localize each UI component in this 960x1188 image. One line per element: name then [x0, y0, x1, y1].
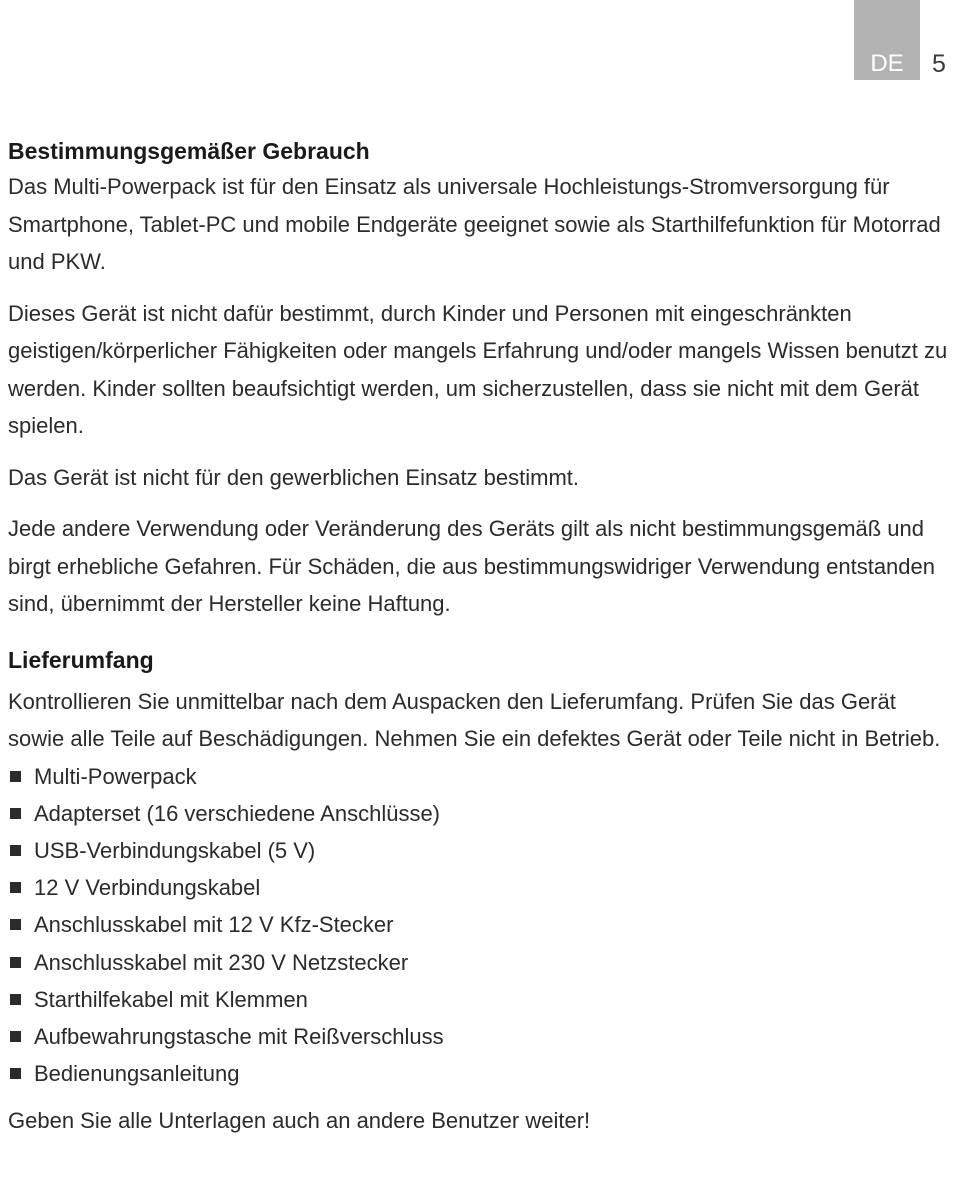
list-item — [8, 832, 956, 869]
square-bullet-icon — [10, 957, 21, 968]
paragraph-check-delivery: Kontrollieren Sie unmittelbar nach dem Auspacken den Lieferumfang. Prüfen Sie das Gerät sowie alle Teile auf Beschädigungen. Nehmen Sie ein defektes Gerät oder Teile nicht in Betrieb. — [8, 688, 941, 751]
list-item — [8, 795, 956, 832]
list-item-label: Anschlusskabel mit 12 V Kfz-Stecker — [34, 912, 394, 938]
page-content — [8, 134, 956, 1140]
list-item — [8, 869, 956, 906]
paragraph-commercial: Das Gerät ist nicht für den gewerblichen Einsatz bestimmt. — [8, 464, 580, 490]
list-item-label: Adapterset (16 verschiedene Anschlüsse) — [34, 800, 441, 826]
square-bullet-icon — [10, 845, 21, 856]
list-item — [8, 758, 956, 795]
list-item — [8, 1055, 956, 1092]
square-bullet-icon — [10, 919, 21, 930]
list-item — [8, 944, 956, 981]
list-item — [8, 981, 956, 1018]
list-item — [8, 906, 956, 943]
list-item-label: USB-Verbindungskabel (5 V) — [34, 837, 316, 863]
paragraph-intended-use: Das Multi-Powerpack ist für den Einsatz als universale Hochleistungs-Stromversorgung für Smartphone, Tablet-PC und mobile Endgeräte geeignet sowie als Starthilfefunktion für Motorrad und PKW. — [8, 174, 941, 274]
square-bullet-icon — [10, 1068, 21, 1079]
square-bullet-icon — [10, 1031, 21, 1042]
list-item-label: Anschlusskabel mit 230 V Netzstecker — [34, 949, 409, 975]
square-bullet-icon — [10, 994, 21, 1005]
language-tab — [854, 0, 920, 80]
list-item — [8, 1018, 956, 1055]
list-item-label: Starthilfekabel mit Klemmen — [34, 986, 308, 1012]
page-number: 5 — [932, 50, 946, 78]
list-item-label: Multi-Powerpack — [34, 763, 197, 789]
square-bullet-icon — [10, 882, 21, 893]
paragraph-liability: Jede andere Verwendung oder Veränderung des Geräts gilt als nicht bestimmungsgemäß und birgt erhebliche Gefahren. Für Schäden, die aus bestimmungswidriger Verwendung entstanden sind, übernimmt der Hersteller keine Haftung. — [8, 516, 935, 616]
list-item-label: Bedienungsanleitung — [34, 1061, 240, 1087]
language-label: DE — [870, 50, 904, 77]
section-title-scope-of-delivery: Lieferumfang — [8, 646, 154, 673]
square-bullet-icon — [10, 808, 21, 819]
paragraph-restriction: Dieses Gerät ist nicht dafür bestimmt, durch Kinder und Personen mit eingeschränkten geistigen/körperlicher Fähigkeiten oder mangels Erfahrung und/oder mangels Wissen benutzt zu werden. Kinder sollten beaufsichtigt werden, um sicherzustellen, dass sie nicht mit dem Gerät spielen. — [8, 300, 948, 438]
list-item-label: Aufbewahrungstasche mit Reißverschluss — [34, 1023, 444, 1049]
delivery-list — [8, 758, 956, 1093]
paragraph-pass-on-documents: Geben Sie alle Unterlagen auch an andere Benutzer weiter! — [8, 1108, 591, 1134]
section-title-intended-use: Bestimmungsgemäßer Gebrauch — [8, 138, 370, 164]
square-bullet-icon — [10, 771, 21, 782]
list-item-label: 12 V Verbindungskabel — [34, 875, 261, 901]
